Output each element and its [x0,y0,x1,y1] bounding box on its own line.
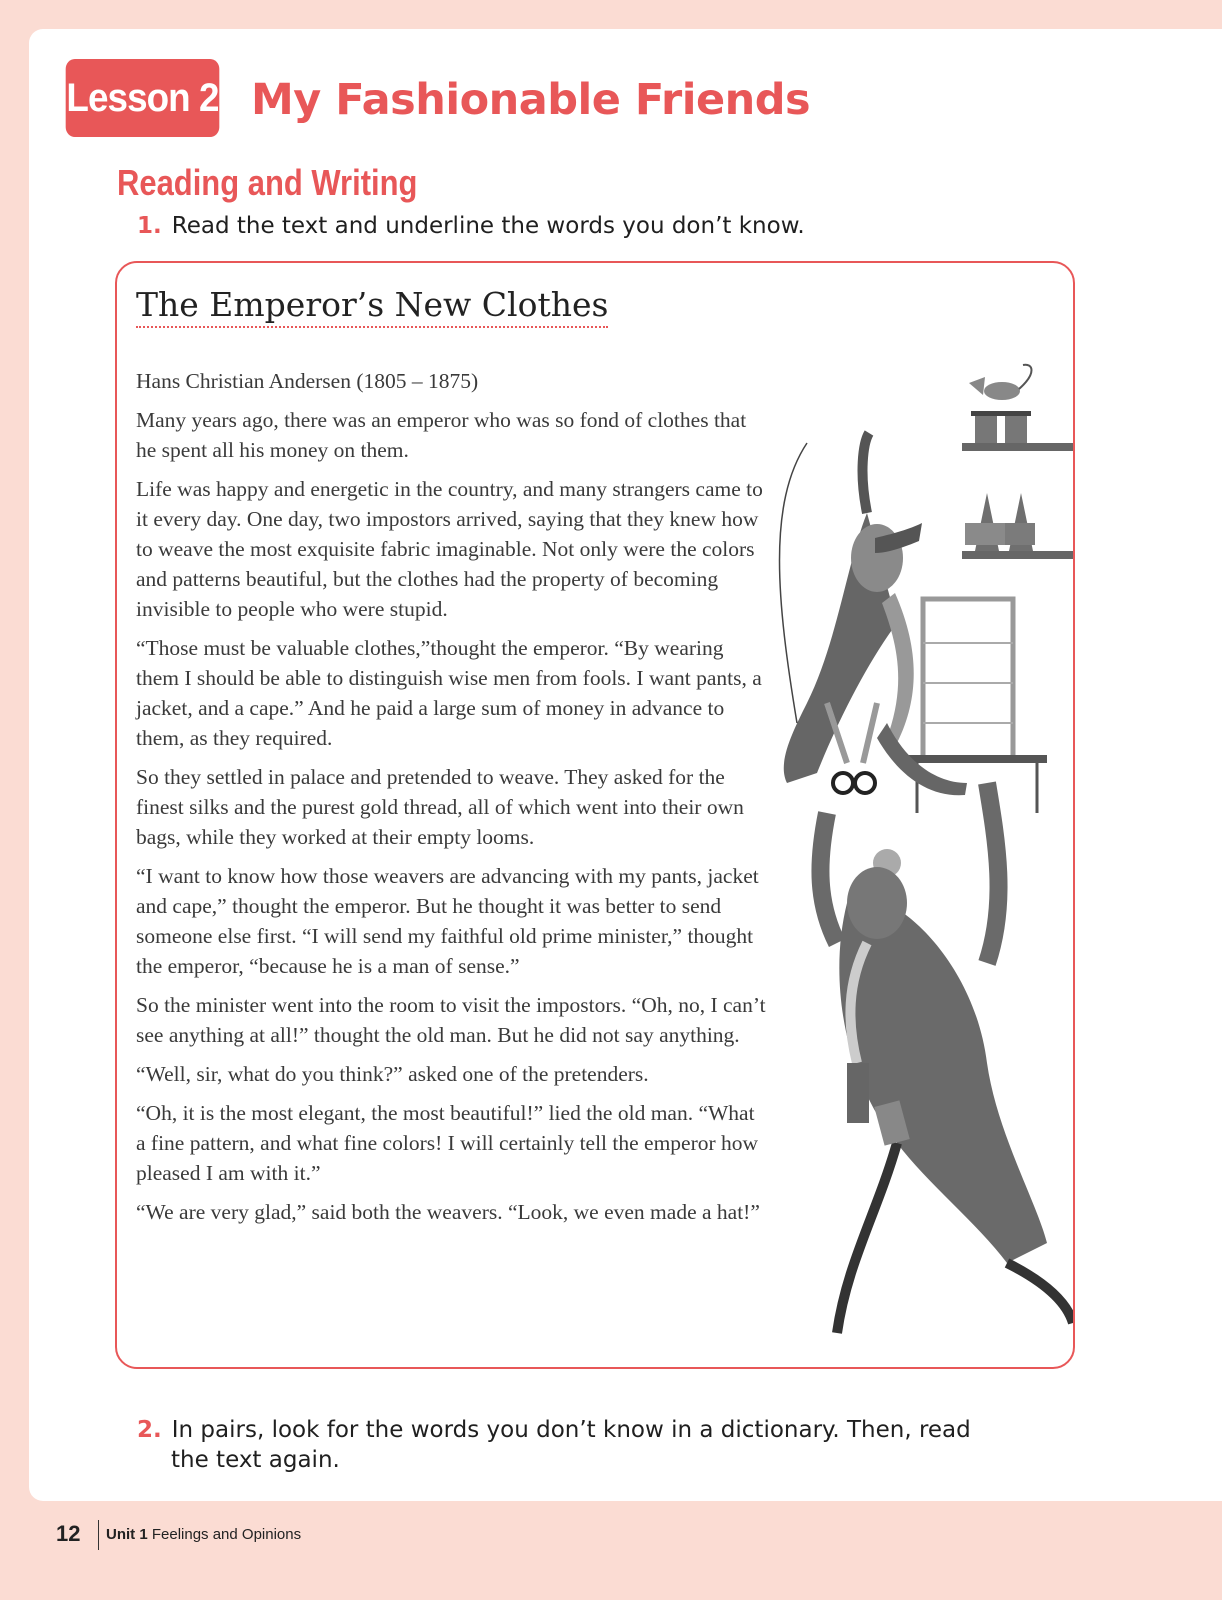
story-author: Hans Christian Andersen (1805 – 1875) [136,369,479,393]
lesson-title: My Fashionable Friends [251,75,811,125]
lesson-badge: Lesson 2 [66,59,220,137]
scissors-icon [833,773,853,793]
page-number: 12 [56,1521,81,1546]
story-paragraph: Life was happy and energetic in the country, and many strangers came to it every day. One day, two impostors arrived, saying that they knew how to weave the most exquisite fabric imaginable. Not only were the colors and patterns beautiful, but the clothes had the property of becoming invisible to people who were stupid. [136,477,763,621]
instruction-2 [137,1415,1001,1475]
story-paragraph: Many years ago, there was an emperor who was so fond of clothes that he spent all his money on them. [136,408,747,462]
story-paragraph: “I want to know how those weavers are advancing with my pants, jacket and cape,” thought the emperor. But he thought it was better to send someone else first. “I will send my faithful old prime minister,” thought the emperor, “because he is a man of sense.” [136,864,759,978]
story-title: The Emperor’s New Clothes [136,285,608,328]
story-paragraph: “We are very glad,” said both the weavers. “Look, we even made a hat!” [136,1200,760,1224]
loom-icon [923,599,1013,759]
mouse-icon [984,382,1020,400]
story-paragraph: So the minister went into the room to visit the impostors. “Oh, no, I can’t see anything at all!” thought the old man. But he did not say anything. [136,993,766,1047]
unit-title: Feelings and Opinions [151,1526,302,1543]
story-paragraph: “Well, sir, what do you think?” asked one of the pretenders. [136,1062,649,1086]
story-paragraph: “Oh, it is the most elegant, the most beautiful!” lied the old man. “What a fine pattern, and what fine colors! I will certainly tell the emperor how pleased I am with it.” [136,1101,759,1185]
weavers-illustration [747,343,1073,1343]
footer-unit [106,1526,301,1543]
spool-icon [847,1063,869,1123]
spool-icon [975,413,997,443]
textbook-page [29,29,1222,1501]
instruction-text: Read the text and underline the words you don’t know. [171,213,805,239]
unit-label: Unit 1 [106,1526,148,1543]
story-box [115,261,1075,1369]
story-paragraph: “Those must be valuable clothes,”thought the emperor. “By wearing them I should be able to distinguish wise men from fools. I want pants, a jacket, and a cape.” And he paid a large sum of money in advance to them, as they required. [136,636,762,750]
story-paragraph: So they settled in palace and pretended to weave. They asked for the finest silks and the purest gold thread, all of which went into their own bags, while they worked at their empty looms. [136,765,744,849]
section-title: Reading and Writing [117,162,418,203]
instruction-number: 1. [137,213,162,239]
footer-divider [98,1520,99,1550]
story-text [136,366,766,1236]
instruction-1 [137,213,805,239]
instruction-text: In pairs, look for the words you don’t know in a dictionary. Then, read the text again. [171,1417,971,1473]
instruction-number: 2. [137,1417,162,1443]
